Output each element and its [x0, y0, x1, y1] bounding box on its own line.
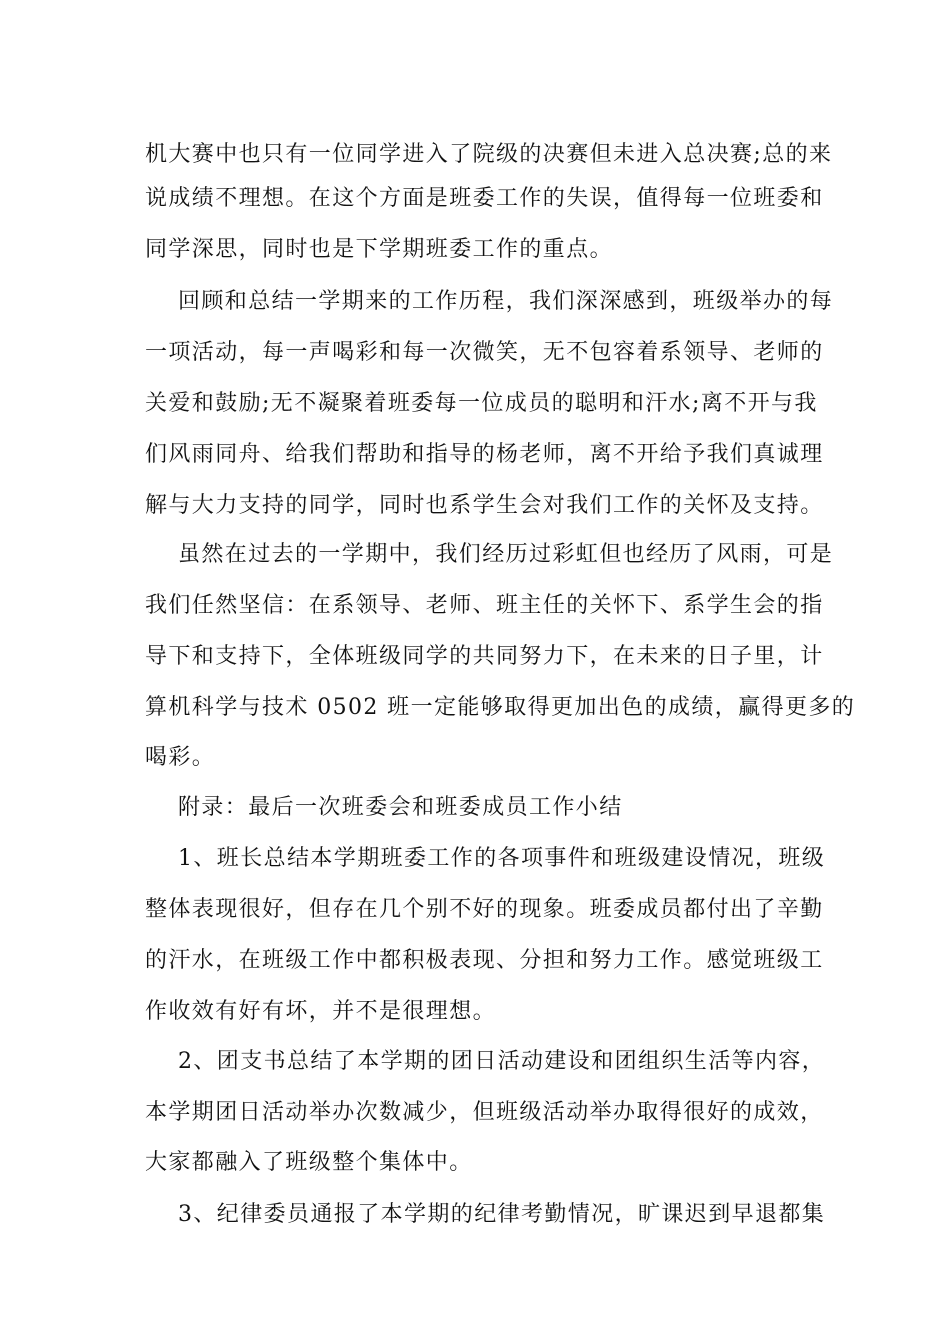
text-line: 我们任然坚信：在系领导、老师、班主任的关怀下、系学生会的指 — [145, 593, 824, 618]
text-line: 关爱和鼓励;无不凝聚着班委每一位成员的聪明和汗水;离不开与我 — [145, 391, 818, 416]
text-line: 导下和支持下，全体班级同学的共同努力下，在未来的日子里，计 — [145, 644, 824, 669]
text-line: 喝彩。 — [145, 745, 216, 770]
text-line: 机大赛中也只有一位同学进入了院级的决赛但未进入总决赛;总的来 — [145, 142, 833, 167]
text-line: 同学深思，同时也是下学期班委工作的重点。 — [145, 237, 614, 262]
text-line: 的汗水，在班级工作中都积极表现、分担和努力工作。感觉班级工 — [145, 948, 824, 973]
paragraph-start-line: 虽然在过去的一学期中，我们经历过彩虹但也经历了风雨，可是 — [178, 542, 834, 567]
paragraph-start-line: 2、团支书总结了本学期的团日活动建设和团组织生活等内容， — [178, 1049, 826, 1074]
paragraph-start-line: 3、纪律委员通报了本学期的纪律考勤情况，旷课迟到早退都集 — [178, 1202, 826, 1227]
text-line: 们风雨同舟、给我们帮助和指导的杨老师，离不开给予我们真诚理 — [145, 442, 824, 467]
text-line: 整体表现很好，但存在几个别不好的现象。班委成员都付出了辛勤 — [145, 897, 824, 922]
text-line: 一项活动，每一声喝彩和每一次微笑，无不包容着系领导、老师的 — [145, 340, 824, 365]
text-line: 本学期团日活动举办次数减少，但班级活动举办取得很好的成效， — [145, 1100, 824, 1125]
appendix-heading: 附录：最后一次班委会和班委成员工作小结 — [178, 795, 623, 820]
paragraph-start-line: 1、班长总结本学期班委工作的各项事件和班级建设情况，班级 — [178, 846, 826, 871]
text-line: 大家都融入了班级整个集体中。 — [145, 1150, 473, 1175]
text-line: 作收效有好有坏，并不是很理想。 — [145, 999, 497, 1024]
paragraph-start-line: 回顾和总结一学期来的工作历程，我们深深感到，班级举办的每 — [178, 289, 834, 314]
text-line: 说成绩不理想。在这个方面是班委工作的失误，值得每一位班委和 — [145, 186, 824, 211]
text-line: 算机科学与技术 0502 班一定能够取得更加出色的成绩，赢得更多的 — [145, 695, 856, 720]
text-line: 解与大力支持的同学，同时也系学生会对我们工作的关怀及支持。 — [145, 493, 824, 518]
